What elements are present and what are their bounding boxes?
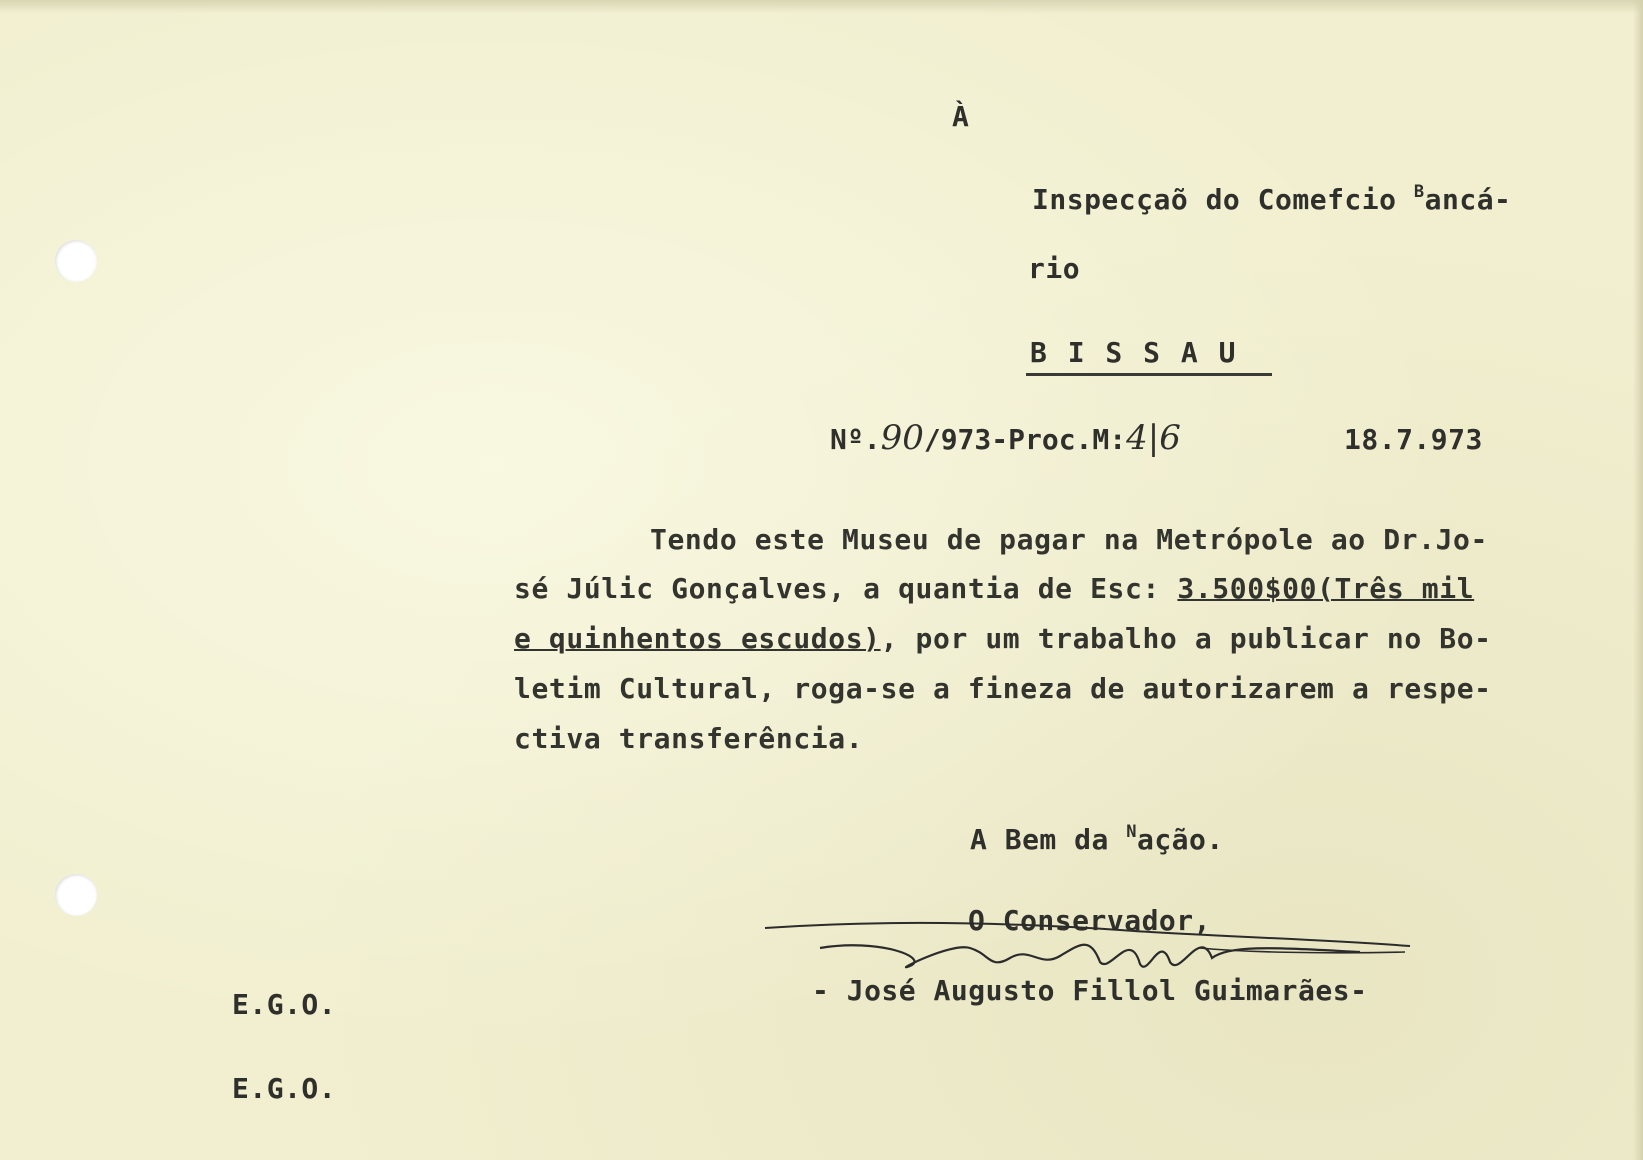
signer-name: - José Augusto Fillol Guimarães- [812, 974, 1368, 1007]
body-line-3-post: , por um trabalho a publicar no Bo- [880, 622, 1492, 655]
letter-date: 18.7.973 [1344, 423, 1483, 456]
ref-number: 90 [880, 418, 924, 458]
body-line-2-pre: sé Júlic Gonçalves, a quantia de Esc: [514, 572, 1178, 605]
body-line-3 [514, 622, 1624, 655]
salutation: À [952, 100, 970, 133]
body-line-2 [514, 572, 1624, 605]
closing [970, 822, 1224, 856]
footer-initials-2: E.G.O. [232, 1072, 337, 1105]
recipient-line-2: rio [1028, 252, 1081, 285]
ref-proc: 4|6 [1126, 418, 1181, 458]
body-line-5: ctiva transferência. [514, 722, 864, 755]
paper-top-edge [0, 0, 1643, 14]
closing-sup: N [1126, 822, 1137, 842]
body-amount-1: 3.500$00(Três mil [1177, 572, 1475, 605]
ref-mid: /973-Proc.M: [923, 423, 1127, 456]
recipient-line-1-sup: B [1413, 182, 1425, 202]
punch-hole-top [55, 240, 97, 282]
body-line-1: Tendo este Museu de pagar na Metrópole ao Dr.Jo- [650, 523, 1488, 556]
recipient-line-1 [1032, 182, 1511, 216]
ref-prefix: Nº. [830, 423, 881, 456]
body-line-4: letim Cultural, roga-se a fineza de autorizarem a respe- [514, 672, 1492, 705]
city: B I S S A U [1030, 336, 1238, 369]
body-amount-2: e quinhentos escudos) [514, 622, 881, 655]
closing-pre: A Bem da [970, 823, 1127, 856]
reference-line [830, 418, 1181, 458]
closing-post: ação. [1136, 823, 1224, 856]
footer-initials-1: E.G.O. [232, 988, 337, 1021]
punch-hole-bottom [55, 874, 97, 916]
recipient-line-1-pre: Inspecçaõ do Comefcio [1032, 183, 1414, 216]
signer-title: O Conservador, [968, 904, 1212, 937]
city-underline [1026, 373, 1272, 376]
paper-right-edge [1633, 0, 1643, 1160]
recipient-line-1-post: ancá- [1424, 183, 1512, 216]
